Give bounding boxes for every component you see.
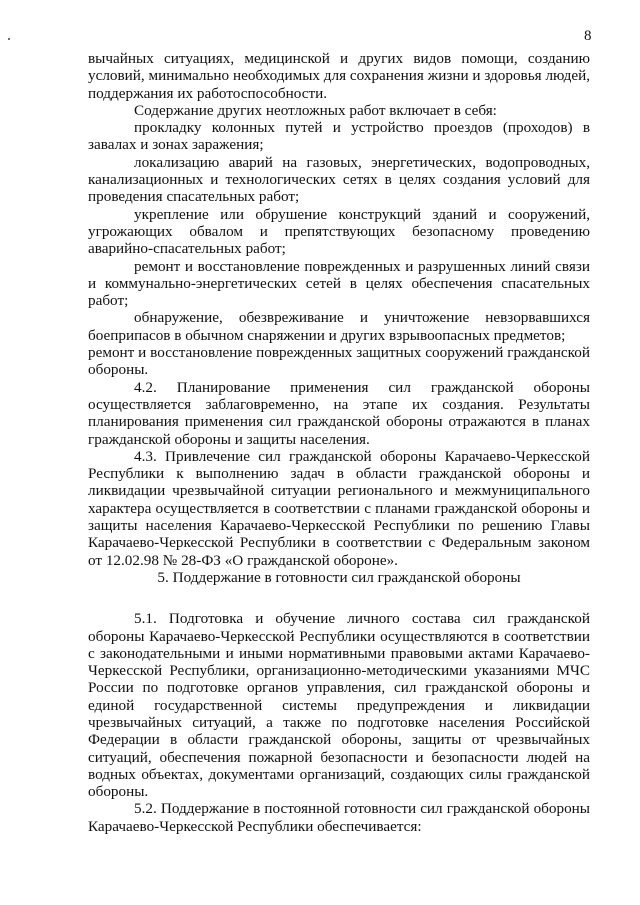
paragraph-5-1: 5.1. Подготовка и обучение личного состава сил гражданской обороны Карачаево-Черкесской Республики осуществляются в соответствии с законодательными и иными нормативными правовыми актами Карачаево-Черкесской Республики, организационно-методическими указаниями МЧС России по подготовке органов управления, сил гражданской обороны и единой государственной системы предупреждения и ликвидации чрезвычайных ситуаций, а также по подготовке населения Российской Федерации в области гражданской обороны, защиты от чрезвычайных ситуаций, обеспечения пожарной безопасности и безопасности людей на водных объектах, документами организаций, создающих силы гражданской обороны. [88, 610, 590, 801]
paragraph-4-3: 4.3. Привлечение сил гражданской обороны Карачаево-Черкесской Республики к выполнению задач в области гражданской обороны и ликвидации чрезвычайной ситуации регионального и межмуниципального характера осуществляется в соответствии с планами гражданской обороны и защиты населения Карачаево-Черкесской Республики по решению Главы Карачаево-Черкесской Республики в соответствии с Федеральным законом от 12.02.98 № 28-ФЗ «О гражданской обороне». [88, 447, 590, 569]
paragraph-5-2: 5.2. Поддержание в постоянной готовности сил гражданской обороны Карачаево-Черкесской Республики обеспечивается: [88, 800, 590, 835]
page-number: 8 [584, 28, 592, 44]
paragraph-4-2: 4.2. Планирование применения сил гражданской обороны осуществляется заблаговременно, на этапе их создания. Результаты планирования применения сил гражданской обороны отражаются в планах гражданской обороны и защиты населения. [88, 378, 590, 448]
paragraph-continuation: вычайных ситуациях, медицинской и других видов помощи, созданию условий, минимально необходимых для сохранения жизни и здоровья людей, поддержания их работоспособности. [88, 50, 590, 102]
paragraph-column-routes: прокладку колонных путей и устройство проездов (проходов) в завалах и зонах заражения; [88, 119, 590, 154]
paragraph-communication-repair: ремонт и восстановление поврежденных и разрушенных линий связи и коммунально-энергетических сетей в целях обеспечения спасательных работ; [88, 257, 590, 310]
paragraph-ordnance-disposal: обнаружение, обезвреживание и уничтожение невзорвавшихся боеприпасов в обычном снаряжении и других взрывоопасных предметов; [88, 309, 590, 344]
paragraph-structure-reinforcement: укрепление или обрушение конструкций зданий и сооружений, угрожающих обвалом и препятствующих безопасному проведению аварийно-спасательных работ; [88, 205, 590, 258]
scan-speck [8, 38, 10, 40]
paragraph-shelter-repair: ремонт и восстановление поврежденных защитных сооружений гражданской обороны. [88, 344, 590, 379]
document-body [88, 50, 590, 835]
section-heading-5: 5. Поддержание в готовности сил гражданской обороны [157, 568, 521, 586]
paragraph-other-works-intro: Содержание других неотложных работ включает в себя: [134, 101, 497, 119]
paragraph-accident-localization: локализацию аварий на газовых, энергетических, водопроводных, канализационных и технологических сетях в целях создания условий для проведения спасательных работ; [88, 153, 590, 206]
